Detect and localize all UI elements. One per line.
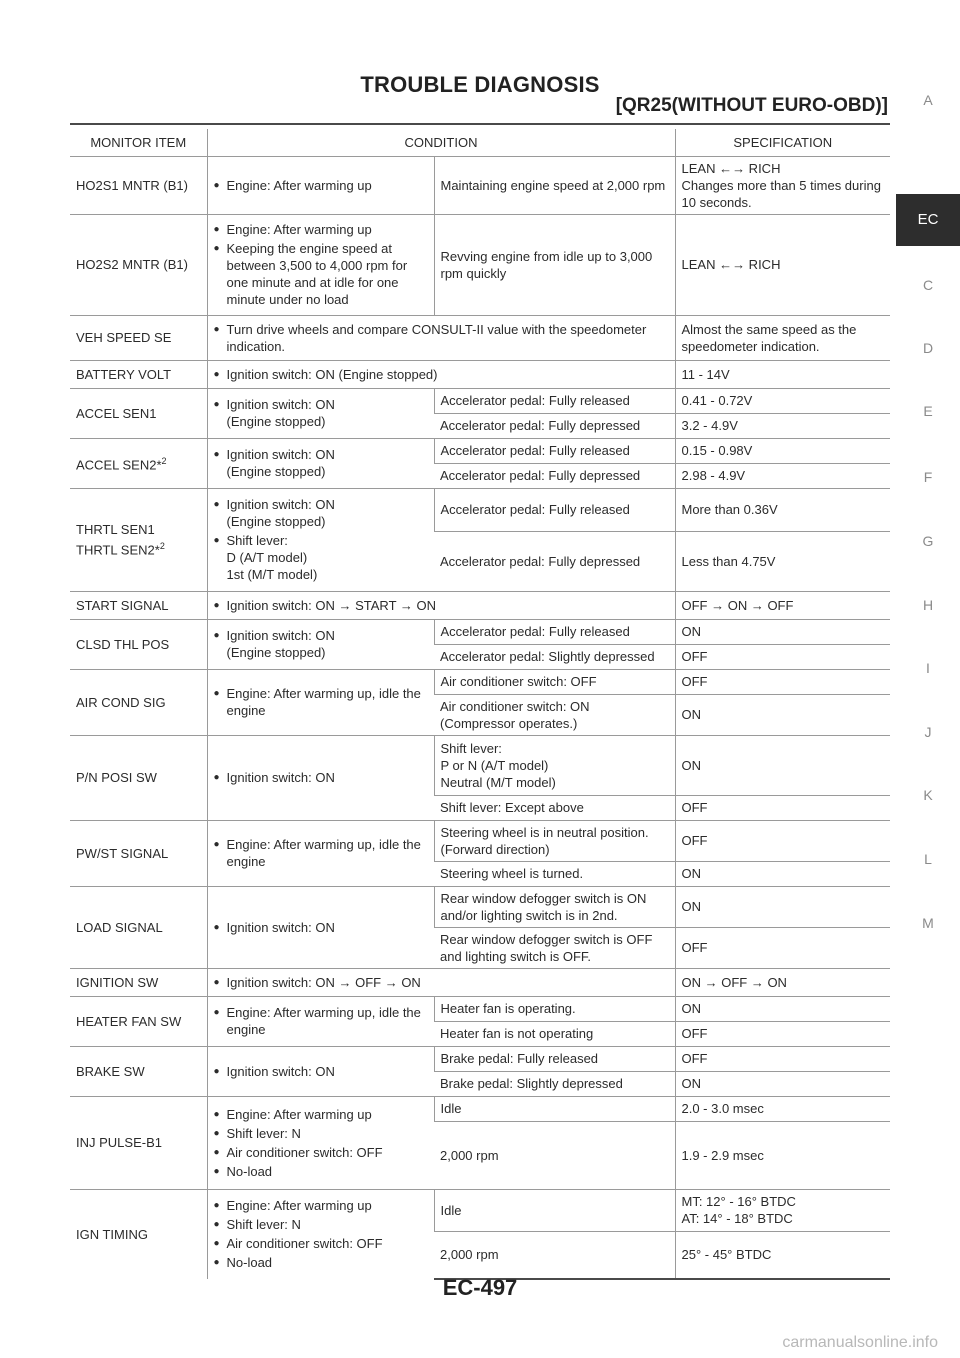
table-row bbox=[70, 735, 890, 795]
table-row bbox=[70, 591, 890, 619]
specification-value: OFF bbox=[675, 795, 890, 820]
condition-detail: 2,000 rpm bbox=[434, 1121, 675, 1189]
condition-bullet: ● Shift lever: N bbox=[214, 1125, 428, 1142]
specification-value: 1.9 - 2.9 msec bbox=[675, 1121, 890, 1189]
monitor-item: IGN TIMING bbox=[70, 1189, 207, 1279]
condition-detail: Brake pedal: Slightly depressed bbox=[434, 1071, 675, 1096]
section-index-d[interactable]: D bbox=[922, 340, 934, 356]
condition-bullet: ● Ignition switch: ON bbox=[214, 919, 428, 936]
footnote-marker: 2 bbox=[161, 455, 167, 466]
condition-detail: Accelerator pedal: Fully depressed bbox=[434, 531, 675, 591]
condition-detail: Shift lever: P or N (A/T model) Neutral (M/T model) bbox=[434, 735, 675, 795]
condition-detail: Steering wheel is in neutral position. (Forward direction) bbox=[434, 820, 675, 861]
condition-bullet: ● Shift lever: D (A/T model) 1st (M/T model) bbox=[214, 532, 428, 583]
specification-value: OFF bbox=[675, 927, 890, 968]
condition-bullet: ● Engine: After warming up bbox=[214, 1106, 428, 1123]
monitor-item: P/N POSI SW bbox=[70, 735, 207, 820]
condition-detail: Accelerator pedal: Fully released bbox=[434, 488, 675, 531]
table-row bbox=[70, 360, 890, 388]
monitor-item: BRAKE SW bbox=[70, 1046, 207, 1096]
condition-bullet: ● Engine: After warming up bbox=[214, 1197, 428, 1214]
specification-value: OFF → ON → OFF bbox=[675, 591, 890, 619]
section-index-l[interactable]: L bbox=[924, 851, 932, 867]
condition-bullet: ● Ignition switch: ON (Engine stopped) bbox=[214, 446, 428, 480]
page-subtitle: [QR25(WITHOUT EURO-OBD)] bbox=[615, 95, 888, 116]
monitor-item: VEH SPEED SE bbox=[70, 315, 207, 360]
condition-bullet: ● Engine: After warming up, idle the engine bbox=[214, 685, 428, 719]
table-row bbox=[70, 156, 890, 214]
condition-bullet: ● Engine: After warming up bbox=[214, 221, 428, 238]
page-title: TROUBLE DIAGNOSIS bbox=[360, 72, 600, 97]
specification-value: 2.98 - 4.9V bbox=[675, 463, 890, 488]
condition-bullet: ● Engine: After warming up, idle the engine bbox=[214, 836, 428, 870]
specification-value: OFF bbox=[675, 820, 890, 861]
specification-value: 25° - 45° BTDC bbox=[675, 1231, 890, 1279]
monitor-item: BATTERY VOLT bbox=[70, 360, 207, 388]
condition-bullet: ● Ignition switch: ON (Engine stopped) bbox=[214, 396, 428, 430]
table-row bbox=[70, 1046, 890, 1071]
section-index-h[interactable]: H bbox=[922, 597, 934, 613]
monitor-item: HO2S2 MNTR (B1) bbox=[70, 214, 207, 315]
condition-detail: Air conditioner switch: ON (Compressor operates.) bbox=[434, 694, 675, 735]
specification-value: More than 0.36V bbox=[675, 488, 890, 531]
table-row bbox=[70, 619, 890, 644]
condition-bullet: ● No-load bbox=[214, 1254, 428, 1271]
table-row bbox=[70, 1189, 890, 1231]
specification-value: OFF bbox=[675, 1021, 890, 1046]
table-header-row bbox=[70, 129, 890, 156]
specification-value: 0.15 - 0.98V bbox=[675, 438, 890, 463]
specification-value: OFF bbox=[675, 669, 890, 694]
condition-bullet: ● Engine: After warming up, idle the engine bbox=[214, 1004, 428, 1038]
condition-detail: Accelerator pedal: Fully depressed bbox=[434, 413, 675, 438]
condition-detail: Accelerator pedal: Fully released bbox=[434, 438, 675, 463]
monitor-item: IGNITION SW bbox=[70, 968, 207, 996]
condition-detail: Idle bbox=[434, 1189, 675, 1231]
table-row bbox=[70, 669, 890, 694]
condition-bullet: ● Air conditioner switch: OFF bbox=[214, 1235, 428, 1252]
condition-detail: Maintaining engine speed at 2,000 rpm bbox=[434, 156, 675, 214]
monitor-item: AIR COND SIG bbox=[70, 669, 207, 735]
specification-value: ON → OFF → ON bbox=[675, 968, 890, 996]
table-row bbox=[70, 1096, 890, 1121]
table-row bbox=[70, 820, 890, 861]
specification-value: ON bbox=[675, 1071, 890, 1096]
condition-detail: Rear window defogger switch is ON and/or lighting switch is in 2nd. bbox=[434, 886, 675, 927]
section-index-g[interactable]: G bbox=[922, 533, 934, 549]
specification-value: 3.2 - 4.9V bbox=[675, 413, 890, 438]
page-number: EC-497 bbox=[442, 1275, 518, 1300]
condition-detail: Accelerator pedal: Fully released bbox=[434, 388, 675, 413]
condition-bullet: ● Shift lever: N bbox=[214, 1216, 428, 1233]
section-index-e[interactable]: E bbox=[923, 403, 933, 419]
condition-detail: Accelerator pedal: Fully released bbox=[434, 619, 675, 644]
specification-value: OFF bbox=[675, 644, 890, 669]
condition-detail: 2,000 rpm bbox=[434, 1231, 675, 1279]
condition-bullet: ● Ignition switch: ON (Engine stopped) bbox=[214, 366, 669, 383]
condition-bullet: ● Ignition switch: ON bbox=[214, 769, 428, 786]
monitor-item: HEATER FAN SW bbox=[70, 996, 207, 1046]
specification-value: LEAN ←→ RICH bbox=[675, 214, 890, 315]
condition-bullet: ● Ignition switch: ON (Engine stopped) bbox=[214, 627, 428, 661]
condition-bullet: ● Ignition switch: ON (Engine stopped) bbox=[214, 496, 428, 530]
specification-value: ON bbox=[675, 694, 890, 735]
condition-detail: Heater fan is operating. bbox=[434, 996, 675, 1021]
monitor-item: ACCEL SEN1 bbox=[70, 388, 207, 438]
monitor-spec-table bbox=[70, 129, 890, 1280]
monitor-item: HO2S1 MNTR (B1) bbox=[70, 156, 207, 214]
condition-detail: Brake pedal: Fully released bbox=[434, 1046, 675, 1071]
specification-value: ON bbox=[675, 861, 890, 886]
table-row bbox=[70, 388, 890, 413]
section-index-a[interactable]: A bbox=[923, 92, 933, 108]
condition-bullet: ● Air conditioner switch: OFF bbox=[214, 1144, 428, 1161]
condition-detail: Accelerator pedal: Fully depressed bbox=[434, 463, 675, 488]
section-index-c[interactable]: C bbox=[922, 277, 934, 293]
monitor-item: ACCEL SEN2*$^2$ bbox=[70, 438, 207, 488]
monitor-item: CLSD THL POS bbox=[70, 619, 207, 669]
specification-value: Almost the same speed as the speedometer indication. bbox=[675, 315, 890, 360]
table-row bbox=[70, 438, 890, 463]
specification-value: 0.41 - 0.72V bbox=[675, 388, 890, 413]
watermark: carmanualsonline.info bbox=[782, 1334, 938, 1351]
monitor-item: LOAD SIGNAL bbox=[70, 886, 207, 968]
specification-value: ON bbox=[675, 996, 890, 1021]
section-index-ec[interactable]: EC bbox=[896, 194, 960, 246]
specification-value: ON bbox=[675, 886, 890, 927]
condition-bullet: ● Keeping the engine speed at between 3,500 to 4,000 rpm for one minute and at idle for one minute under no load bbox=[214, 240, 428, 308]
condition-detail: Idle bbox=[434, 1096, 675, 1121]
specification-value: ON bbox=[675, 619, 890, 644]
section-index-i[interactable]: I bbox=[926, 660, 930, 676]
specification-value: ON bbox=[675, 735, 890, 795]
condition-bullet: ● Engine: After warming up bbox=[214, 177, 428, 194]
condition-detail: Heater fan is not operating bbox=[434, 1021, 675, 1046]
header-condition: CONDITION bbox=[207, 129, 675, 156]
table-row bbox=[70, 315, 890, 360]
specification-value: MT: 12° - 16° BTDC AT: 14° - 18° BTDC bbox=[675, 1189, 890, 1231]
condition-detail: Rear window defogger switch is OFF and lighting switch is OFF. bbox=[434, 927, 675, 968]
table-row bbox=[70, 996, 890, 1021]
header-rule bbox=[70, 123, 890, 125]
section-index-f[interactable]: F bbox=[923, 469, 933, 485]
table-row bbox=[70, 488, 890, 531]
condition-bullet: ● Ignition switch: ON → START → ON bbox=[214, 597, 669, 614]
footnote-marker: 2 bbox=[159, 540, 165, 551]
monitor-item: INJ PULSE-B1 bbox=[70, 1096, 207, 1189]
table-row bbox=[70, 968, 890, 996]
condition-bullet: ● Ignition switch: ON bbox=[214, 1063, 428, 1080]
condition-detail: Air conditioner switch: OFF bbox=[434, 669, 675, 694]
monitor-item: THRTL SEN1 THRTL SEN2*$^2$ bbox=[70, 488, 207, 591]
specification-value: 2.0 - 3.0 msec bbox=[675, 1096, 890, 1121]
monitor-item: PW/ST SIGNAL bbox=[70, 820, 207, 886]
condition-detail: Revving engine from idle up to 3,000 rpm quickly bbox=[434, 214, 675, 315]
monitor-item: START SIGNAL bbox=[70, 591, 207, 619]
condition-bullet: ● No-load bbox=[214, 1163, 428, 1180]
table-row bbox=[70, 886, 890, 927]
condition-detail: Accelerator pedal: Slightly depressed bbox=[434, 644, 675, 669]
condition-detail: Shift lever: Except above bbox=[434, 795, 675, 820]
specification-value: OFF bbox=[675, 1046, 890, 1071]
specification-value: LEAN ←→ RICH Changes more than 5 times during 10 seconds. bbox=[675, 156, 890, 214]
condition-bullet: ● Ignition switch: ON → OFF → ON bbox=[214, 974, 669, 991]
header-specification: SPECIFICATION bbox=[675, 129, 890, 156]
section-index-j[interactable]: J bbox=[924, 724, 932, 740]
condition-detail: Steering wheel is turned. bbox=[434, 861, 675, 886]
specification-value: 11 - 14V bbox=[675, 360, 890, 388]
section-index-k[interactable]: K bbox=[923, 787, 933, 803]
section-index bbox=[896, 0, 960, 1358]
header-monitor-item: MONITOR ITEM bbox=[90, 134, 187, 150]
section-index-m[interactable]: M bbox=[922, 915, 934, 931]
condition-bullet: ● Turn drive wheels and compare CONSULT-II value with the speedometer indication. bbox=[214, 321, 669, 355]
specification-value: Less than 4.75V bbox=[675, 531, 890, 591]
table-row bbox=[70, 214, 890, 315]
